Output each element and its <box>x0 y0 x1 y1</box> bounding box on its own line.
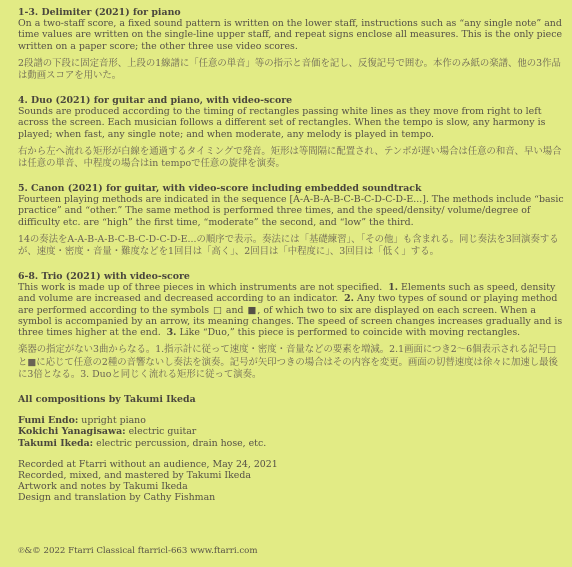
section-heading: 6-8. Trio (2021) with video-score <box>18 271 190 282</box>
english-text: Fourteen playing methods are indicated in the sequence [A-A-B-A-B-C-B-C-D-C-D-E...]. The methods include “basic practice” and “other.” The same method is performed three times, and the speed/density/ volume/degree of difficulty etc. are “high” the first time, “moderate” the second, and “low” the third. <box>18 194 564 228</box>
open-square-symbol: □ <box>213 304 222 316</box>
performer <box>18 415 564 426</box>
english-text: Sounds are produced according to the timing of rectangles passing white lines as they move from right to left across the screen. Each musician follows a different set of rectangles. When the tempo is slow, any harmony is played; when fast, any single note; and when moderate, any melody is played in tempo. <box>18 106 546 140</box>
japanese-text: 14の奏法をA-A-B-A-B-C-B-C-D-C-D-E...の順序で表示。奏法には「基礎練習」、「その他」も含まれる。同じ奏法を3回演奏するが、速度・密度・音量・難度などを1回目は「高く」、2回目は「中程度に」、3回目は「低く」する。 <box>18 233 559 258</box>
credit-line: Recorded, mixed, and mastered by Takumi Ikeda <box>18 470 251 482</box>
section-trio <box>18 271 564 382</box>
footer-copyright: ℗&© 2022 Ftarri Classical ftarricl-663 www.ftarri.com <box>18 546 258 556</box>
and-word: and <box>225 304 244 316</box>
item-number-1: 1. <box>388 282 399 294</box>
all-compositions: All compositions by Takumi Ikeda <box>18 394 196 405</box>
trio-intro: This work is made up of three pieces in which instruments are not specified. <box>18 282 383 294</box>
english-text <box>18 282 564 338</box>
performer <box>18 426 564 437</box>
section-heading: 1-3. Delimiter (2021) for piano <box>18 7 181 18</box>
performer-name: Kokichi Yanagisawa: <box>18 426 126 438</box>
trio-item-2-cont: , of which two to six are displayed on each screen. When a symbol is accompanied by an arrow, its meaning changes. The speed of screen changes increases gradually and is three times higher at the end. <box>18 304 563 339</box>
performer-role: upright piano <box>81 415 146 427</box>
performer-name: Fumi Endo: <box>18 415 79 427</box>
item-number-3: 3. <box>166 327 177 339</box>
performer-name: Takumi Ikeda: <box>18 437 94 449</box>
section-duo <box>18 95 564 171</box>
item-number-2: 2. <box>344 293 354 305</box>
trio-item-1: Elements such as speed, density and volume are increased and decreased according to an indicator. <box>18 282 556 305</box>
credit-line: Design and translation by Cathy Fishman <box>18 492 216 504</box>
section-heading: 5. Canon (2021) for guitar, with video-score including embedded soundtrack <box>18 183 422 194</box>
performer-role: electric guitar <box>128 426 197 438</box>
english-text: On a two-staff score, a fixed sound pattern is written on the lower staff, instructions such as “any single note” and time values are written on the single-line upper staff, and repeat signs enclose all measures. This is the only piece written on a paper score; the other three use video scores. <box>18 18 563 52</box>
japanese-text: 2段譜の下段に固定音形、上段の1線譜に「任意の単音」等の指示と音価を記し、反復記号で囲む。本作のみ紙の楽譜、他の3作品は動画スコアを用いた。 <box>18 57 561 82</box>
japanese-text: 楽器の指定がない3曲からなる。1.指示計に従って速度・密度・音量などの要素を増減。2.1画面につき2〜6個表示される記号□と■に応じて任意の2種の音響ないし奏法を演奏。記号が矢印つきの場合はその内容を変更。画面の切替速度は徐々に加速し最後に3倍となる。3. Duoと同じく流れる矩形に従って演奏。 <box>18 344 558 381</box>
performer <box>18 438 564 449</box>
section-delimiter <box>18 7 564 83</box>
filled-square-symbol: ■ <box>247 304 257 316</box>
credits <box>18 394 564 504</box>
credit-line: Artwork and notes by Takumi Ikeda <box>18 481 188 493</box>
trio-item-2: Any two types of sound or playing method are performed according to the symbols <box>18 293 558 316</box>
section-canon <box>18 183 564 259</box>
japanese-text: 右から左へ流れる矩形が白線を通過するタイミングで発音。矩形は等間隔に配置され、テンポが遅い場合は任意の和音、早い場合は任意の単音、中程度の場合はin tempoで任意の旋律を演奏。 <box>18 145 562 170</box>
trio-item-3: Like “Duo,” this piece is performed to coincide with moving rectangles. <box>179 327 521 339</box>
section-heading: 4. Duo (2021) for guitar and piano, with video-score <box>18 95 293 106</box>
credit-line: Recorded at Ftarri without an audience, May 24, 2021 <box>18 458 278 470</box>
performer-role: electric percussion, drain hose, etc. <box>96 437 267 449</box>
